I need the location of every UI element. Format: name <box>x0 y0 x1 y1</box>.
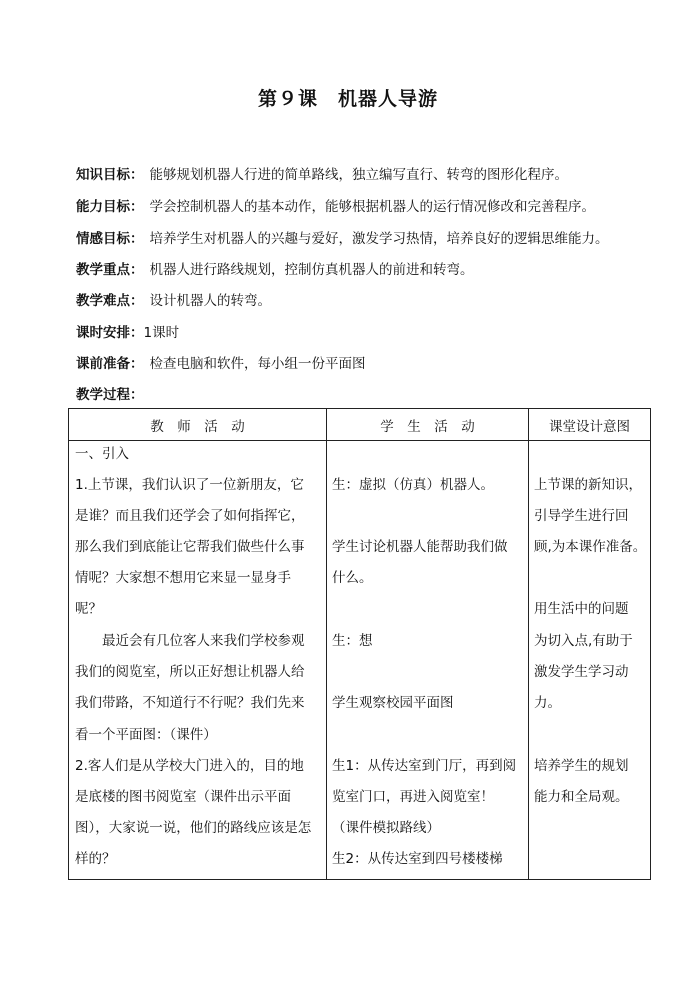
lesson-title: 第９课 机器人导游 <box>257 88 438 110</box>
teaching-focus <box>76 261 474 279</box>
intent-line: 上节课的新知识， <box>534 477 642 493</box>
intent-line: 顾,为本课作准备。 <box>534 539 647 555</box>
teacher-line: 我们带路，不知道行不行呢？我们先来 <box>75 695 305 711</box>
intent-line: 为切入点,有助于 <box>534 633 633 649</box>
teacher-line: 最近会有几位客人来我们学校参观 <box>75 633 305 649</box>
student-line: 生1：从传达室到门厅，再到阅 <box>332 758 517 774</box>
knowledge-goal <box>76 166 568 184</box>
teacher-line: 那么我们到底能让它帮我们做些什么事 <box>75 539 305 555</box>
intent-line: 激发学生学习动 <box>534 664 629 680</box>
intent-line: 用生活中的问题 <box>534 601 629 617</box>
teacher-line: 一、引入 <box>75 446 129 462</box>
intent-line: 力。 <box>534 695 561 711</box>
teaching-process-heading <box>76 386 144 404</box>
teacher-line: 2.客人们是从学校大门进入的，目的地 <box>75 758 304 774</box>
emotion-goal <box>76 230 609 248</box>
info-value: 学会控制机器人的基本动作，能够根据机器人的运行情况修改和完善程序。 <box>149 199 595 215</box>
info-value: 检查电脑和软件，每小组一份平面图 <box>149 356 366 372</box>
intent-line: 能力和全局观。 <box>534 789 629 805</box>
header-teacher-activity: 教 师 活 动 <box>69 409 327 441</box>
header-design-intent: 课堂设计意图 <box>529 409 651 441</box>
table-row <box>69 441 651 880</box>
teacher-line: 1.上节课，我们认识了一位新朋友，它 <box>75 477 304 493</box>
preparation <box>76 355 366 373</box>
info-label: 教学过程： <box>76 387 144 403</box>
info-label: 知识目标： <box>76 167 144 183</box>
info-value: 能够规划机器人行进的简单路线，独立编写直行、转弯的图形化程序。 <box>149 167 568 183</box>
teacher-line: 我们的阅览室，所以正好想让机器人给 <box>75 664 305 680</box>
header-student-activity: 学 生 活 动 <box>327 409 529 441</box>
schedule <box>76 324 179 342</box>
teacher-line: 是谁？而且我们还学会了如何指挥它， <box>75 508 305 524</box>
student-line: 学生讨论机器人能帮助我们做 <box>332 539 508 555</box>
student-line: 生：想 <box>332 633 373 649</box>
ability-goal <box>76 198 595 216</box>
info-label: 能力目标： <box>76 199 144 215</box>
student-line: 生：虚拟（仿真）机器人。 <box>332 477 494 493</box>
student-line: （课件模拟路线） <box>332 820 440 836</box>
info-label: 课前准备： <box>76 356 144 372</box>
info-value: 机器人进行路线规划，控制仿真机器人的前进和转弯。 <box>149 262 474 278</box>
info-value: 1课时 <box>143 325 180 341</box>
info-label: 教学难点： <box>76 293 144 309</box>
student-line: 览室门口，再进入阅览室！ <box>332 789 494 805</box>
info-value: 设计机器人的转弯。 <box>149 293 271 309</box>
teacher-line: 图），大家说一说，他们的路线应该是怎 <box>75 820 312 836</box>
teacher-line: 样的？ <box>75 851 116 867</box>
teaching-difficulty <box>76 292 271 310</box>
teaching-process-table <box>68 408 651 880</box>
teacher-line: 情呢？大家想不想用它来显一显身手 <box>75 570 291 586</box>
teacher-line: 是底楼的图书阅览室（课件出示平面 <box>75 789 291 805</box>
design-intent-cell <box>529 441 651 880</box>
student-line: 学生观察校园平面图 <box>332 695 454 711</box>
student-line: 生2：从传达室到四号楼楼梯 <box>332 851 503 867</box>
intent-line: 培养学生的规划 <box>534 758 629 774</box>
teacher-line: 看一个平面图：（课件） <box>75 727 217 743</box>
info-value: 培养学生对机器人的兴趣与爱好，激发学习热情，培养良好的逻辑思维能力。 <box>149 231 609 247</box>
info-label: 教学重点： <box>76 262 144 278</box>
info-label: 情感目标： <box>76 231 144 247</box>
teacher-activity-cell <box>69 441 327 880</box>
student-activity-cell <box>327 441 529 880</box>
student-line: 什么。 <box>332 570 373 586</box>
info-label: 课时安排： <box>76 325 144 341</box>
teacher-line: 呢？ <box>75 601 102 617</box>
table-header-row <box>69 409 651 441</box>
intent-line: 引导学生进行回 <box>534 508 629 524</box>
